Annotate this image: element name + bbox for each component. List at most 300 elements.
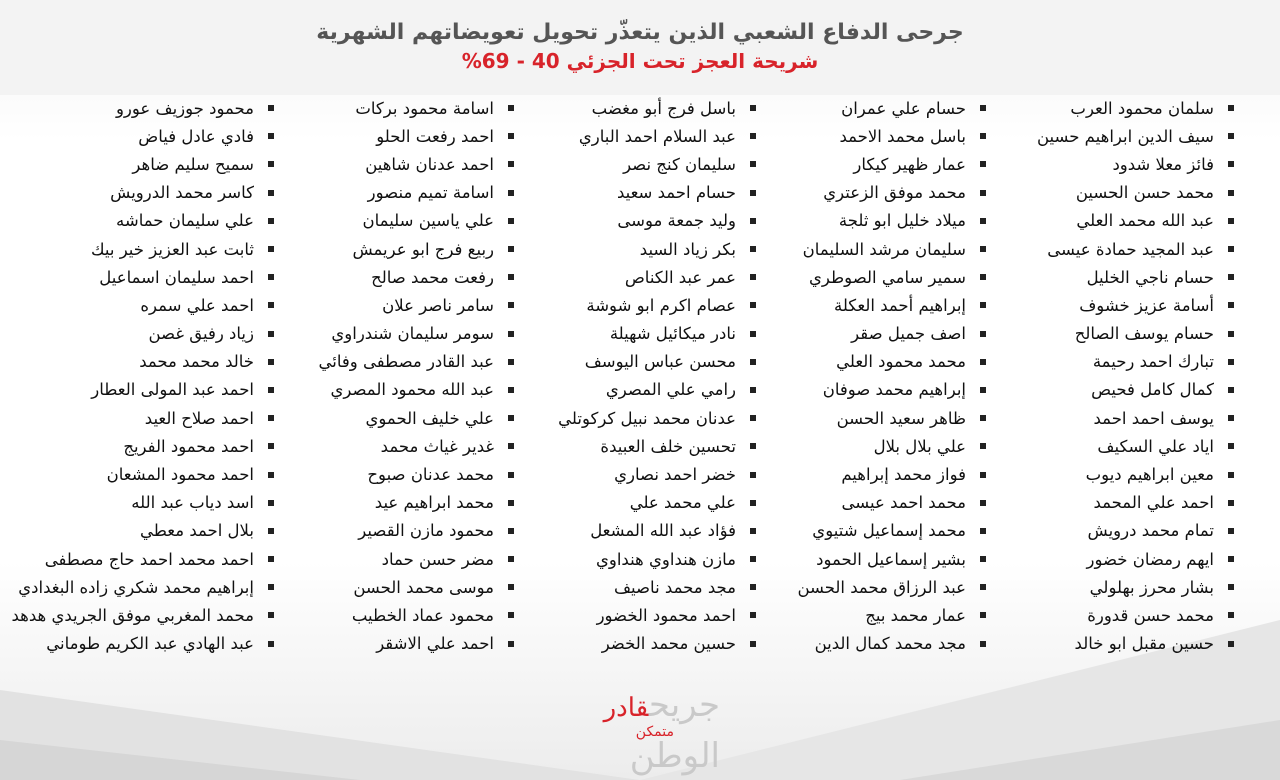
list-item: [274, 460, 514, 488]
bullet-icon: [508, 274, 514, 280]
bullet-icon: [1228, 274, 1234, 280]
list-item-name: محمد محمود العلي: [836, 352, 966, 372]
list-item-name: احمد محمود المشعان: [106, 465, 254, 485]
bullet-icon: [268, 190, 274, 196]
list-item-name: احمد علي المحمد: [1093, 493, 1214, 513]
list-item-name: محمد ابراهيم عيد: [374, 493, 494, 513]
list-item-name: حسام علي عمران: [841, 98, 966, 118]
bullet-icon: [1228, 133, 1234, 139]
list-item: [986, 489, 1234, 517]
list-item: [756, 460, 986, 488]
bullet-icon: [268, 105, 274, 111]
list-item-name: زياد رفيق غصن: [148, 324, 254, 344]
list-item-name: محمد احمد عيسى: [841, 493, 966, 513]
page-subtitle: شريحة العجز تحت الجزئي 40 - 69%: [461, 49, 819, 73]
list-item: [986, 179, 1234, 207]
list-item-name: محسن عباس اليوسف: [584, 352, 736, 372]
list-item: [756, 517, 986, 545]
list-item: [514, 489, 756, 517]
list-item: [2, 376, 274, 404]
list-item: [986, 320, 1234, 348]
list-item: [756, 320, 986, 348]
list-item-name: محمود مازن القصير: [358, 521, 494, 541]
names-column-5: [2, 94, 274, 684]
bullet-icon: [268, 472, 274, 478]
list-item-name: عمار محمد بيج: [865, 605, 966, 625]
page-title: جرحى الدفاع الشعبي الذين يتعذّر تحويل تعويضاتهم الشهرية: [316, 20, 964, 45]
bullet-icon: [980, 161, 986, 167]
list-item-name: فادي عادل فياض: [138, 126, 254, 146]
list-item-name: احمد محمود الفريج: [123, 436, 254, 456]
list-item-name: عبد المجيد حمادة عيسى: [1047, 239, 1214, 259]
list-item: [514, 122, 756, 150]
list-item-name: باسل فرج أبو مغضب: [591, 98, 736, 118]
list-item: [986, 376, 1234, 404]
list-item-name: محمد موفق الزعتري: [823, 183, 966, 203]
bullet-icon: [508, 302, 514, 308]
bullet-icon: [268, 133, 274, 139]
list-item-name: ظاهر سعيد الحسن: [836, 408, 966, 428]
bullet-icon: [1228, 105, 1234, 111]
list-item-name: احمد عدنان شاهين: [365, 154, 494, 174]
list-item-name: ايهم رمضان خضور: [1086, 549, 1214, 569]
list-item: [274, 94, 514, 122]
list-item-name: علي سليمان حماشه: [116, 211, 254, 231]
bullet-icon: [980, 612, 986, 618]
list-item-name: عمار ظهير كيكار: [853, 154, 966, 174]
list-item-name: احمد سليمان اسماعيل: [99, 267, 254, 287]
list-item-name: بشير إسماعيل الحمود: [816, 549, 966, 569]
list-item: [2, 573, 274, 601]
list-item-name: مجد محمد ناصيف: [613, 577, 736, 597]
bullet-icon: [750, 331, 756, 337]
list-item-name: معين ابراهيم ديوب: [1085, 465, 1214, 485]
list-item-name: مضر حسن حماد: [381, 549, 494, 569]
list-item-name: عدنان محمد نبيل كركوتلي: [558, 408, 736, 428]
bullet-icon: [268, 500, 274, 506]
list-item-name: سليمان مرشد السليمان: [802, 239, 966, 259]
bullet-icon: [1228, 415, 1234, 421]
bullet-icon: [1228, 246, 1234, 252]
bullet-icon: [1228, 218, 1234, 224]
list-item-name: ثابت عبد العزيز خير بيك: [90, 239, 254, 259]
list-item: [514, 320, 756, 348]
list-item-name: عبد الهادي عبد الكريم طوماني: [46, 634, 254, 654]
list-item: [986, 517, 1234, 545]
list-item: [756, 235, 986, 263]
list-item: [2, 122, 274, 150]
list-item-name: علي خليف الحموي: [365, 408, 494, 428]
list-item: [274, 404, 514, 432]
list-item: [274, 348, 514, 376]
bullet-icon: [980, 190, 986, 196]
bullet-icon: [750, 161, 756, 167]
list-item-name: عمر عبد الكناص: [624, 267, 736, 287]
list-item-name: حسام ناجي الخليل: [1086, 267, 1214, 287]
list-item: [514, 150, 756, 178]
list-item-name: كمال كامل فحيص: [1091, 380, 1214, 400]
list-item: [274, 376, 514, 404]
bullet-icon: [268, 331, 274, 337]
list-item: [756, 376, 986, 404]
logo-line-1: جريح: [648, 685, 720, 725]
list-item: [2, 179, 274, 207]
bullet-icon: [750, 302, 756, 308]
bullet-icon: [508, 105, 514, 111]
logo-line-2: متمكن: [635, 724, 674, 740]
list-item: [986, 460, 1234, 488]
list-item-name: اسامة تميم منصور: [367, 183, 494, 203]
list-item: [274, 291, 514, 319]
bullet-icon: [980, 472, 986, 478]
bullet-icon: [268, 387, 274, 393]
list-item: [756, 122, 986, 150]
list-item: [514, 376, 756, 404]
bullet-icon: [1228, 556, 1234, 562]
bullet-icon: [508, 443, 514, 449]
list-item-name: محمد إسماعيل شتيوي: [812, 521, 966, 541]
list-item-name: وليد جمعة موسى: [617, 211, 736, 231]
bullet-icon: [980, 528, 986, 534]
bullet-icon: [1228, 528, 1234, 534]
list-item: [514, 263, 756, 291]
list-item: [756, 207, 986, 235]
list-item-name: اسامة محمود بركات: [355, 98, 494, 118]
list-item-name: حسام يوسف الصالح: [1074, 324, 1214, 344]
list-item: [274, 235, 514, 263]
bullet-icon: [1228, 387, 1234, 393]
list-item: [2, 291, 274, 319]
list-item-name: عصام اكرم ابو شوشة: [586, 295, 736, 315]
bullet-icon: [508, 415, 514, 421]
list-item: [274, 545, 514, 573]
list-item: [986, 404, 1234, 432]
list-item-name: حسين محمد الخضر: [601, 634, 736, 654]
list-item-name: اسد دياب عبد الله: [131, 493, 254, 513]
bullet-icon: [1228, 443, 1234, 449]
bullet-icon: [508, 161, 514, 167]
list-item-name: عبد الرزاق محمد الحسن: [797, 577, 966, 597]
list-item: [274, 179, 514, 207]
list-item: [756, 150, 986, 178]
list-item: [756, 94, 986, 122]
bullet-icon: [508, 331, 514, 337]
list-item: [756, 179, 986, 207]
list-item-name: موسى محمد الحسن: [353, 577, 494, 597]
list-item: [2, 207, 274, 235]
bullet-icon: [750, 218, 756, 224]
list-item-name: رامي علي المصري: [605, 380, 736, 400]
list-item-name: إبراهيم محمد صوفان: [822, 380, 966, 400]
list-item-name: سيف الدين ابراهيم حسين: [1036, 126, 1214, 146]
list-item-name: ربيع فرج ابو عريمش: [352, 239, 494, 259]
logo-line-1-accent: قادر: [603, 693, 649, 723]
list-item: [986, 263, 1234, 291]
list-item: [514, 404, 756, 432]
bullet-icon: [508, 500, 514, 506]
list-item-name: اياد علي السكيف: [1097, 436, 1214, 456]
list-item: [756, 630, 986, 658]
bullet-icon: [980, 302, 986, 308]
bullet-icon: [508, 556, 514, 562]
list-item: [514, 291, 756, 319]
bullet-icon: [268, 612, 274, 618]
bullet-icon: [980, 500, 986, 506]
bullet-icon: [750, 133, 756, 139]
list-item: [274, 573, 514, 601]
bullet-icon: [1228, 472, 1234, 478]
list-item-name: ميلاد خليل ابو ثلجة: [838, 211, 966, 231]
list-item: [2, 545, 274, 573]
list-item-name: حسين مقبل ابو خالد: [1074, 634, 1214, 654]
bullet-icon: [750, 556, 756, 562]
list-item-name: بلال احمد معطي: [140, 521, 254, 541]
list-item: [514, 545, 756, 573]
list-item: [514, 348, 756, 376]
list-item: [756, 263, 986, 291]
list-item: [2, 489, 274, 517]
list-item: [756, 601, 986, 629]
bullet-icon: [268, 443, 274, 449]
list-item: [986, 601, 1234, 629]
bullet-icon: [1228, 641, 1234, 647]
list-item: [274, 601, 514, 629]
list-item-name: إبراهيم أحمد العكلة: [834, 295, 966, 315]
list-item: [2, 630, 274, 658]
list-item: [756, 489, 986, 517]
list-item: [514, 601, 756, 629]
bullet-icon: [750, 105, 756, 111]
bullet-icon: [268, 359, 274, 365]
list-item-name: عبد الله محمود المصري: [330, 380, 494, 400]
list-item: [2, 460, 274, 488]
list-item: [2, 94, 274, 122]
list-item-name: نادر ميكائيل شهيلة: [609, 324, 736, 344]
list-item: [986, 545, 1234, 573]
bullet-icon: [750, 274, 756, 280]
bullet-icon: [980, 584, 986, 590]
list-item-name: علي بلال بلال: [873, 436, 966, 456]
list-item: [274, 320, 514, 348]
list-item-name: إبراهيم محمد شكري زاده البغدادي: [18, 577, 254, 597]
list-item-name: بكر زياد السيد: [639, 239, 736, 259]
bullet-icon: [1228, 331, 1234, 337]
list-item: [2, 348, 274, 376]
list-item-name: أسامة عزيز خشوف: [1079, 295, 1214, 315]
bullet-icon: [750, 387, 756, 393]
list-item-name: سومر سليمان شندراوي: [331, 324, 494, 344]
bullet-icon: [508, 472, 514, 478]
bullet-icon: [750, 528, 756, 534]
bullet-icon: [508, 359, 514, 365]
list-item: [986, 573, 1234, 601]
list-item-name: احمد محمد احمد حاج مصطفى: [44, 549, 254, 569]
list-item: [2, 235, 274, 263]
list-item-name: مازن هنداوي هنداوي: [595, 549, 736, 569]
list-item-name: محمد حسن قدورة: [1087, 605, 1214, 625]
bullet-icon: [268, 218, 274, 224]
list-item-name: يوسف احمد احمد: [1093, 408, 1214, 428]
list-item-name: خضر احمد نصاري: [614, 465, 736, 485]
list-item-name: فائز معلا شدود: [1112, 154, 1214, 174]
list-item: [274, 122, 514, 150]
bullet-icon: [508, 218, 514, 224]
bullet-icon: [508, 190, 514, 196]
bullet-icon: [508, 246, 514, 252]
list-item: [986, 235, 1234, 263]
bullet-icon: [1228, 500, 1234, 506]
list-item-name: تمام محمد درويش: [1087, 521, 1214, 541]
list-item-name: احمد صلاح العيد: [144, 408, 254, 428]
list-item-name: تحسين خلف العبيدة: [600, 436, 736, 456]
list-item-name: عبد القادر مصطفى وفائي: [318, 352, 494, 372]
list-item-name: باسل محمد الاحمد: [839, 126, 966, 146]
bullet-icon: [1228, 302, 1234, 308]
list-item: [986, 291, 1234, 319]
list-item-name: احمد رفعت الحلو: [376, 126, 494, 146]
bullet-icon: [508, 612, 514, 618]
bullet-icon: [750, 472, 756, 478]
list-item-name: عبد السلام احمد الباري: [578, 126, 736, 146]
list-item: [986, 94, 1234, 122]
list-item: [2, 517, 274, 545]
list-item: [274, 207, 514, 235]
bullet-icon: [268, 246, 274, 252]
bullet-icon: [750, 641, 756, 647]
names-column-1: [986, 94, 1234, 684]
bullet-icon: [750, 443, 756, 449]
list-item-name: سميح سليم ضاهر: [132, 154, 254, 174]
names-columns: [0, 94, 1234, 684]
bullet-icon: [508, 387, 514, 393]
list-item: [2, 263, 274, 291]
list-item: [986, 207, 1234, 235]
list-item: [514, 179, 756, 207]
bullet-icon: [750, 246, 756, 252]
bullet-icon: [1228, 190, 1234, 196]
bullet-icon: [750, 612, 756, 618]
names-column-4: [274, 94, 514, 684]
bullet-icon: [750, 415, 756, 421]
page-header: [0, 18, 1280, 74]
list-item-name: احمد علي الاشقر: [376, 634, 494, 654]
bullet-icon: [980, 105, 986, 111]
bullet-icon: [1228, 612, 1234, 618]
list-item: [986, 150, 1234, 178]
bullet-icon: [980, 387, 986, 393]
list-item: [2, 150, 274, 178]
bullet-icon: [980, 415, 986, 421]
bullet-icon: [1228, 584, 1234, 590]
list-item: [274, 517, 514, 545]
bullet-icon: [980, 641, 986, 647]
list-item: [756, 573, 986, 601]
bullet-icon: [750, 190, 756, 196]
list-item-name: بشار محرز بهلولي: [1089, 577, 1214, 597]
bullet-icon: [980, 274, 986, 280]
bullet-icon: [980, 331, 986, 337]
bullet-icon: [268, 274, 274, 280]
logo-line-3: الوطن: [629, 736, 720, 776]
list-item: [2, 432, 274, 460]
list-item-name: رفعت محمد صالح: [371, 267, 494, 287]
bullet-icon: [508, 133, 514, 139]
bullet-icon: [980, 133, 986, 139]
bullet-icon: [268, 302, 274, 308]
brand-logo: [570, 685, 720, 776]
list-item-name: تبارك احمد رحيمة: [1092, 352, 1214, 372]
list-item: [274, 489, 514, 517]
list-item: [986, 630, 1234, 658]
names-column-2: [756, 94, 986, 684]
list-item-name: مجد محمد كمال الدين: [814, 634, 966, 654]
list-item-name: سلمان محمود العرب: [1070, 98, 1214, 118]
list-item-name: محمود عماد الخطيب: [351, 605, 494, 625]
list-item: [274, 263, 514, 291]
list-item-name: اصف جميل صقر: [851, 324, 966, 344]
list-item-name: فؤاد عبد الله المشعل: [590, 521, 736, 541]
bullet-icon: [508, 584, 514, 590]
bullet-icon: [268, 528, 274, 534]
bullet-icon: [750, 359, 756, 365]
list-item-name: حسام احمد سعيد: [616, 183, 736, 203]
bullet-icon: [268, 161, 274, 167]
list-item-name: كاسر محمد الدرويش: [110, 183, 254, 203]
list-item: [2, 320, 274, 348]
list-item-name: خالد محمد محمد: [139, 352, 254, 372]
names-column-3: [514, 94, 756, 684]
bullet-icon: [980, 443, 986, 449]
bullet-icon: [980, 359, 986, 365]
list-item-name: احمد محمود الخضور: [596, 605, 736, 625]
list-item: [756, 404, 986, 432]
list-item: [274, 630, 514, 658]
list-item: [514, 517, 756, 545]
bullet-icon: [980, 556, 986, 562]
list-item-name: محمد حسن الحسين: [1075, 183, 1214, 203]
list-item: [514, 235, 756, 263]
list-item-name: سليمان كنج نصر: [623, 154, 736, 174]
list-item-name: سمير سامي الصوطري: [809, 267, 966, 287]
list-item-name: احمد عبد المولى العطار: [91, 380, 254, 400]
list-item-name: غدير غياث محمد: [380, 436, 494, 456]
list-item: [274, 432, 514, 460]
bullet-icon: [268, 584, 274, 590]
bullet-icon: [980, 246, 986, 252]
bullet-icon: [268, 556, 274, 562]
bullet-icon: [1228, 359, 1234, 365]
list-item-name: محمد المغربي موفق الجريدي هدهد: [11, 605, 254, 625]
list-item-name: عبد الله محمد العلي: [1076, 211, 1214, 231]
list-item-name: علي ياسين سليمان: [362, 211, 494, 231]
list-item: [756, 291, 986, 319]
bullet-icon: [268, 641, 274, 647]
list-item: [756, 432, 986, 460]
list-item-name: محمد عدنان صبوح: [367, 465, 494, 485]
bullet-icon: [750, 500, 756, 506]
list-item-name: سامر ناصر علان: [382, 295, 494, 315]
list-item-name: فواز محمد إبراهيم: [841, 465, 966, 485]
list-item: [756, 348, 986, 376]
bullet-icon: [268, 415, 274, 421]
bullet-icon: [980, 218, 986, 224]
bullet-icon: [750, 584, 756, 590]
list-item: [514, 573, 756, 601]
list-item: [986, 348, 1234, 376]
bullet-icon: [508, 641, 514, 647]
list-item: [514, 94, 756, 122]
list-item: [514, 207, 756, 235]
